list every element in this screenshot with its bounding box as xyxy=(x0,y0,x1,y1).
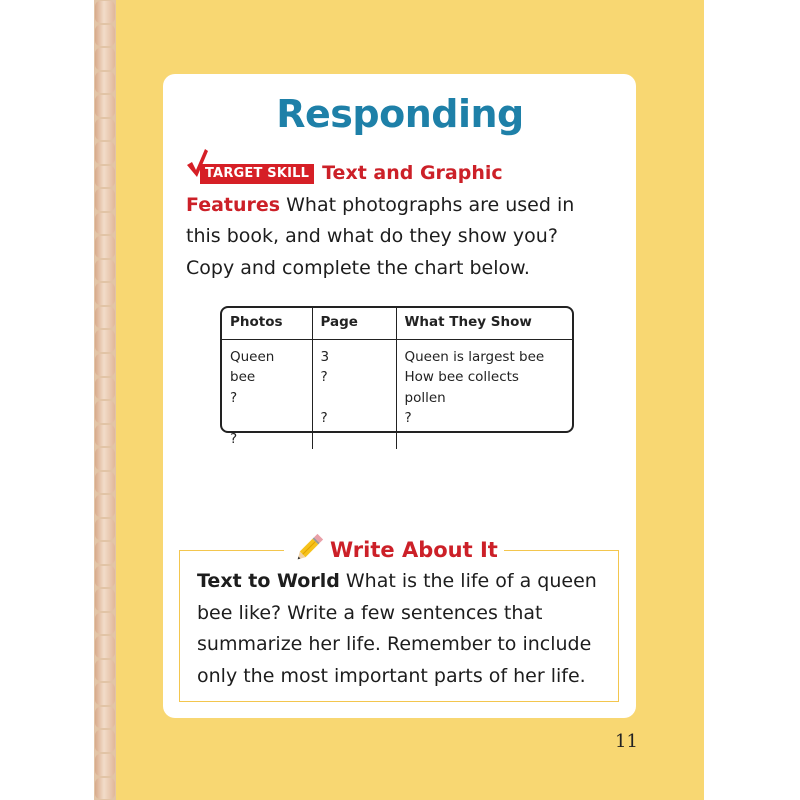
chart-header-what-they-show: What They Show xyxy=(396,308,572,339)
chart-header-photos: Photos xyxy=(222,308,312,339)
chart-cell-photos: Queen bee ? ? xyxy=(222,339,312,449)
spine-segment xyxy=(95,166,115,188)
spine-segment xyxy=(95,589,115,611)
spine-segment xyxy=(95,660,115,682)
target-skill-badge: TARGET SKILL xyxy=(200,164,314,184)
write-about-lead: Text to World xyxy=(197,570,340,592)
write-about-text xyxy=(197,566,617,692)
spine-segment xyxy=(95,401,115,423)
spine-segment xyxy=(95,236,115,258)
spine-segment xyxy=(95,142,115,164)
spine-segment xyxy=(95,48,115,70)
spine-segment xyxy=(95,683,115,705)
chart-cell-page: 3 ? ? xyxy=(312,339,396,449)
spine-segment xyxy=(95,213,115,235)
spine-segment xyxy=(95,283,115,305)
chart-header-row xyxy=(222,308,572,339)
write-about-prompt: What is the life of a queen bee like? Write a few sentences that summarize her life. Remember to include only the most important parts of her life. xyxy=(197,570,597,687)
spine-segment xyxy=(95,189,115,211)
spine-segment xyxy=(95,754,115,776)
spine-segment xyxy=(95,25,115,47)
spine-segment xyxy=(95,354,115,376)
spine-segment xyxy=(95,1,115,23)
page-number: 11 xyxy=(615,731,638,752)
spine-segment xyxy=(95,330,115,352)
spine-segment xyxy=(95,425,115,447)
spine-segment xyxy=(95,260,115,282)
spine-segment xyxy=(95,472,115,494)
spine-segment xyxy=(95,378,115,400)
spine-segment xyxy=(95,495,115,517)
spine-segment xyxy=(95,448,115,470)
page-title: Responding xyxy=(276,92,524,136)
spine-segment xyxy=(95,707,115,729)
checkmark-icon xyxy=(186,160,200,182)
spine-segment xyxy=(95,730,115,752)
spine-segment xyxy=(95,636,115,658)
pencil-icon xyxy=(292,531,326,569)
table-row xyxy=(222,339,572,449)
target-skill-section xyxy=(186,158,606,284)
spine-segment xyxy=(95,778,115,800)
write-about-title: Write About It xyxy=(330,538,498,562)
chart-cell-what-they-show: Queen is largest bee How bee collects pollen ? xyxy=(404,348,545,426)
spine-segment xyxy=(95,613,115,635)
skill-prompt: What photographs are used in this book, and what do they show you? Copy and complete the chart below. xyxy=(186,193,575,279)
spine-segment xyxy=(95,519,115,541)
skill-name-line2: Features xyxy=(186,193,281,216)
photos-chart xyxy=(220,306,574,447)
chart-header-page: Page xyxy=(312,308,396,339)
spine-segment xyxy=(95,307,115,329)
skill-name-line1: Text and Graphic xyxy=(322,162,503,184)
spine-segment xyxy=(95,72,115,94)
spine-segment xyxy=(95,542,115,564)
spine-segment xyxy=(95,566,115,588)
